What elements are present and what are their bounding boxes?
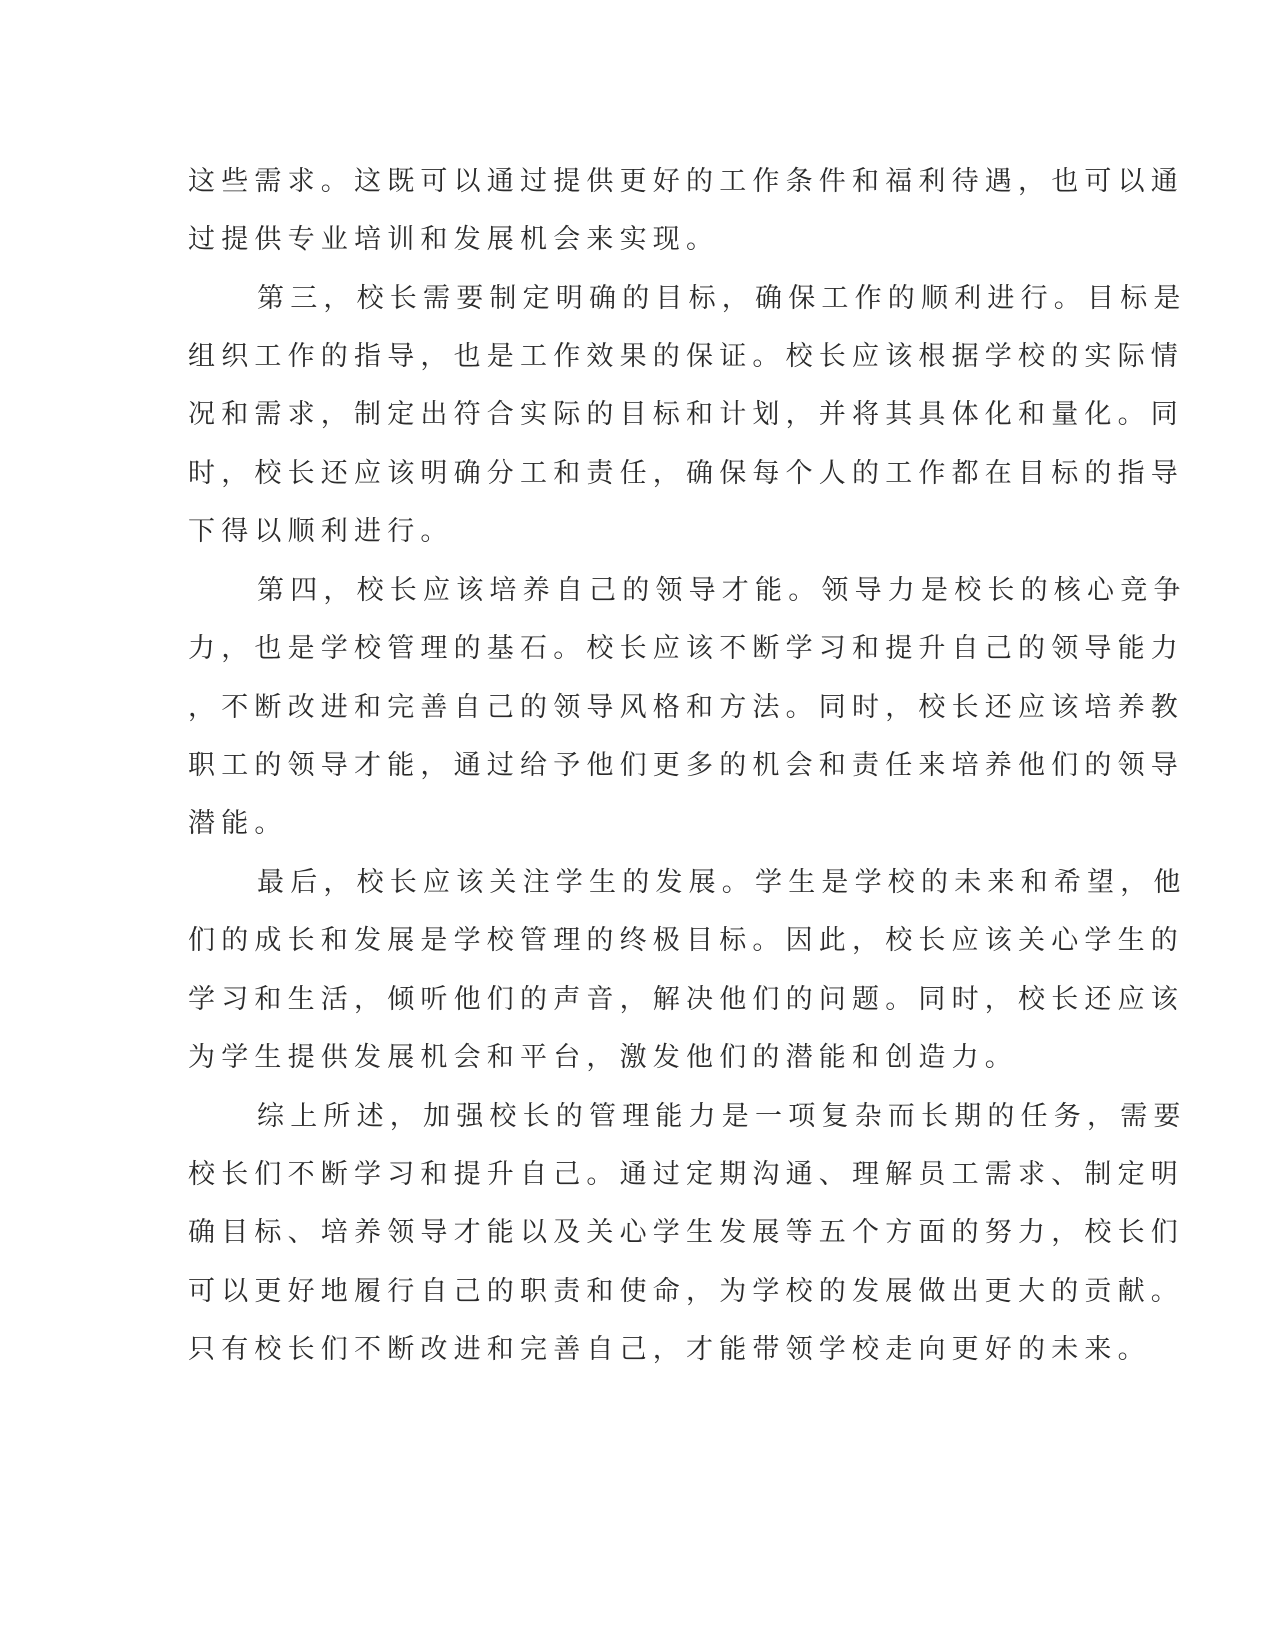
text-line: 可以更好地履行自己的职责和使命，为学校的发展做出更大的贡献。 [188, 1276, 1184, 1307]
text-line: 过提供专业培训和发展机会来实现。 [188, 224, 720, 255]
text-line: 组织工作的指导，也是工作效果的保证。校长应该根据学校的实际情 [188, 341, 1184, 372]
text-line: 为学生提供发展机会和平台，激发他们的潜能和创造力。 [188, 1042, 1018, 1073]
text-line: 职工的领导才能，通过给予他们更多的机会和责任来培养他们的领导 [188, 750, 1184, 781]
text-line: ，不断改进和完善自己的领导风格和方法。同时，校长还应该培养教 [188, 692, 1184, 723]
text-line: 况和需求，制定出符合实际的目标和计划，并将其具体化和量化。同 [188, 399, 1184, 430]
paragraph-start-line: 第三，校长需要制定明确的目标，确保工作的顺利进行。目标是 [257, 283, 1187, 314]
text-line: 力，也是学校管理的基石。校长应该不断学习和提升自己的领导能力 [188, 633, 1184, 664]
text-line: 学习和生活，倾听他们的声音，解决他们的问题。同时，校长还应该 [188, 984, 1184, 1015]
text-line: 潜能。 [188, 808, 288, 839]
text-line: 这些需求。这既可以通过提供更好的工作条件和福利待遇，也可以通 [188, 166, 1184, 197]
text-line: 只有校长们不断改进和完善自己，才能带领学校走向更好的未来。 [188, 1334, 1151, 1365]
text-line: 确目标、培养领导才能以及关心学生发展等五个方面的努力，校长们 [188, 1217, 1184, 1248]
paragraph-start-line: 第四，校长应该培养自己的领导才能。领导力是校长的核心竞争 [257, 575, 1187, 606]
paragraph-start-line: 最后，校长应该关注学生的发展。学生是学校的未来和希望，他 [257, 867, 1187, 898]
text-line: 们的成长和发展是学校管理的终极目标。因此，校长应该关心学生的 [188, 925, 1184, 956]
text-line: 时，校长还应该明确分工和责任，确保每个人的工作都在目标的指导 [188, 458, 1184, 489]
text-line: 下得以顺利进行。 [188, 516, 454, 547]
text-line: 校长们不断学习和提升自己。通过定期沟通、理解员工需求、制定明 [188, 1159, 1184, 1190]
paragraph-start-line: 综上所述，加强校长的管理能力是一项复杂而长期的任务，需要 [257, 1101, 1187, 1132]
